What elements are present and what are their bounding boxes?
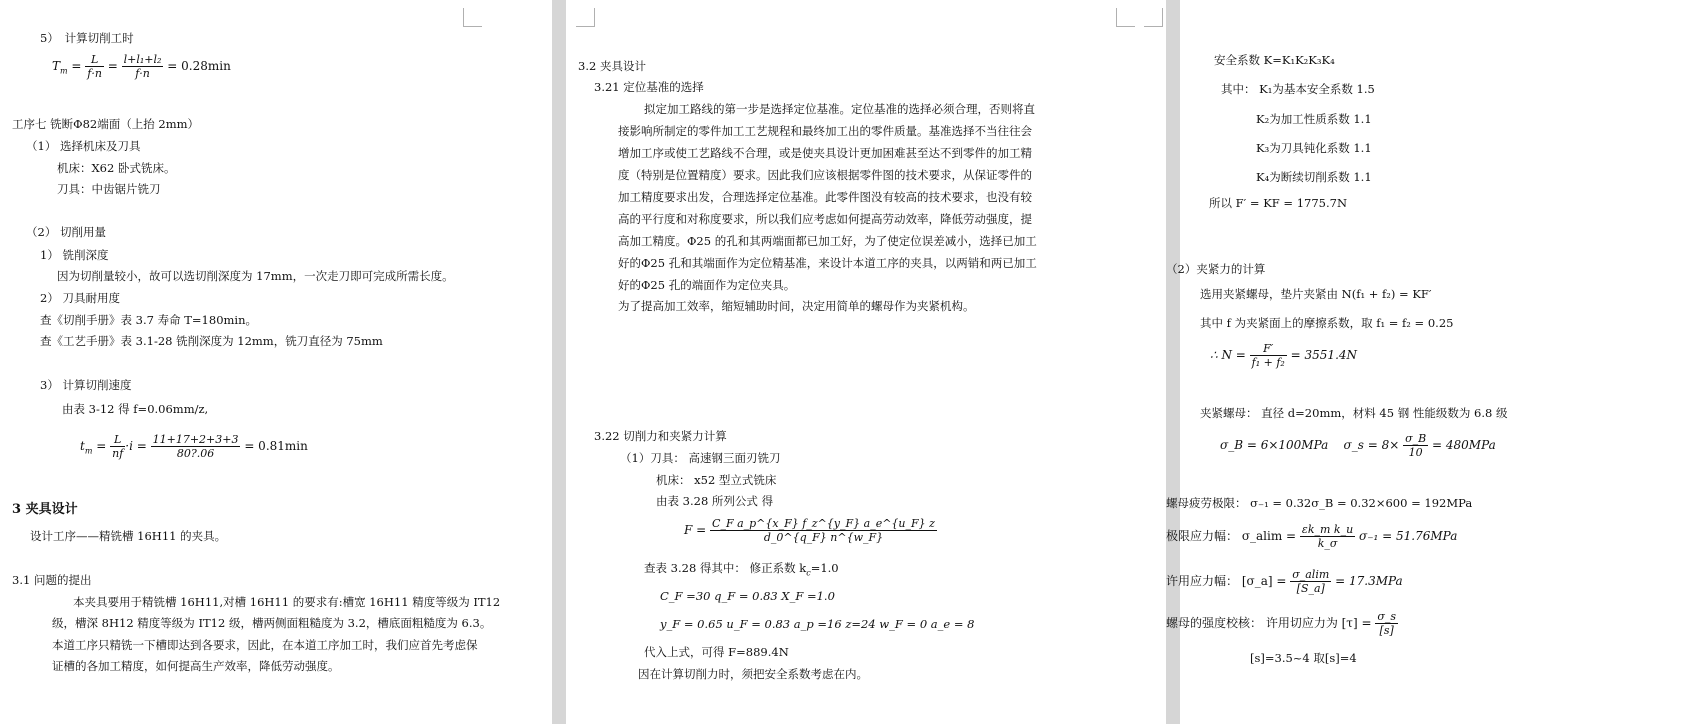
- formula-allowable-stress: 许用应力幅： [σ_a] = $\frac{\sigma\_alim}{[S\_a]}$ = 17.3MPa: [1166, 568, 1403, 595]
- text-line: 为了提高加工效率，缩短辅助时间，决定用简单的螺母作为夹紧机构。: [618, 299, 975, 313]
- text-line: 因为切削量较小，故可以选切削深度为 17mm，一次走刀即可完成所需长度。: [57, 269, 454, 283]
- text-line: 查《工艺手册》表 3.1-28 铣削深度为 12mm，铣刀直径为 75mm: [40, 334, 383, 348]
- text-line: [s]=3.5~4 取[s]=4: [1250, 651, 1357, 665]
- text-line: 度（特别是位置精度）要求。因此我们应该根据零件图的技术要求，从保证零件的: [618, 168, 1032, 182]
- text-line: 由表 3-12 得 f=0.06mm/z,: [62, 402, 209, 416]
- formula-shear-stress: 螺母的强度校核： 许用切应力为 [τ] = $\frac{\sigma\_s}{[s]}$: [1166, 610, 1396, 637]
- page-corner-mark: [1116, 8, 1135, 27]
- text-line: 查《切削手册》表 3.7 寿命 T=180min。: [40, 313, 257, 327]
- text-line: 安全系数 K=K₁K₂K₃K₄: [1214, 53, 1335, 67]
- text-line: 增加工序或使工艺路线不合理，或是使夹具设计更加困难甚至达不到零件的加工精: [618, 146, 1032, 160]
- text-line: 2） 刀具耐用度: [40, 291, 120, 305]
- text-line: 其中 f 为夹紧面上的摩擦系数，取 f₁ = f₂ = 0.25: [1200, 316, 1454, 330]
- text-line: K₃为刀具钝化系数 1.1: [1256, 141, 1372, 155]
- text-line: 拟定加工路线的第一步是选择定位基准。定位基准的选择必须合理，否则将直: [644, 102, 1035, 116]
- text-line: 机床：X62 卧式铣床。: [57, 161, 176, 175]
- formula-cutting-speed: $t_m$ = $\frac{L}{nf}$ ·i = $\frac{11+17+2+3+3}{80?.06}$ = 0.81min: [80, 433, 308, 460]
- page-corner-mark: [576, 8, 595, 27]
- text-line: 级，槽深 8H12 精度等级为 IT12 级，槽两侧面粗糙度为 3.2，槽底面粗糙度为 6.3。: [52, 616, 492, 630]
- formula-cutting-force: F = $\frac{\text{C\_F a\_p\textasciicircum{}\{x\_F\} f\_z\textasciicircum{}\{y\_F\} a\_e\textasciicircum{}\{u\_F\} z}}{d\_0\^{}\{q\_F\} n\^{}\{w\_F\}}$: [684, 517, 935, 544]
- text-line: 代入上式，可得 F=889.4N: [644, 645, 789, 659]
- coefficient-line: C_F =30 q_F = 0.83 X_F =1.0: [660, 589, 835, 603]
- page-corner-mark: [463, 8, 482, 27]
- text-line: 5） 计算切削工时: [40, 31, 134, 45]
- page-corner-mark: [1144, 8, 1163, 27]
- text-line: 刀具：中齿锯片铣刀: [57, 182, 161, 196]
- text-line: （1）刀具： 高速钢三面刃铣刀: [620, 451, 781, 465]
- text-line: 3） 计算切削速度: [40, 378, 132, 392]
- formula-cutting-time: $T_m$ = $\frac{L}{f\cdot n}$ = $\frac{\text{l+l₁+l₂}}{f\cdot n}$ = 0.28min: [52, 53, 231, 80]
- coefficient-line: y_F = 0.65 u_F = 0.83 a_p =16 z=24 w_F = 0 a_e = 8: [660, 617, 975, 631]
- section-heading: 3 夹具设计: [12, 502, 78, 517]
- subsection-heading: 3.2 夹具设计: [578, 59, 646, 73]
- subsection-heading: 3.1 问题的提出: [12, 573, 92, 587]
- text-line: 证槽的各加工精度，如何提高生产效率，降低劳动强度。: [52, 659, 340, 673]
- document-page-3: [1166, 0, 1690, 724]
- formula-limit-stress: 极限应力幅： σ_alim = $\frac{\text{εk\_m k\_u}}{k\_\sigma}$ σ₋₁ = 51.76MPa: [1166, 523, 1458, 550]
- text-line: 好的Φ25 孔的端面作为定位夹具。: [618, 278, 796, 292]
- text-line: 螺母疲劳极限： σ₋₁ = 0.32σ_B = 0.32×600 = 192MPa: [1166, 496, 1473, 510]
- text-line: 好的Φ25 孔和其端面作为定位精基准，来设计本道工序的夹具，以两销和两已加工: [618, 256, 1037, 270]
- text-line: 查表 3.28 得其中： 修正系数 $k_c=1.0$: [644, 561, 839, 578]
- subsection-heading: （2）夹紧力的计算: [1166, 262, 1266, 276]
- text-line: 选用夹紧螺母，垫片夹紧由 N(f₁ + f₂) = KF′: [1200, 287, 1432, 301]
- formula-clamping-force: ∴ N = $\frac{F'}{\text{f₁ + f₂}}$ = 3551.4N: [1210, 342, 1358, 369]
- text-line: 其中： K₁为基本安全系数 1.5: [1221, 82, 1375, 96]
- text-line: 机床： x52 型立式铣床: [656, 473, 777, 487]
- text-line: 因在计算切削力时，须把安全系数考虑在内。: [638, 667, 868, 681]
- text-line: 本道工序只精铣一下槽即达到各要求，因此，在本道工序加工时，我们应首先考虑保: [52, 638, 478, 652]
- text-line: 夹紧螺母： 直径 d=20mm，材料 45 钢 性能级数为 6.8 级: [1200, 406, 1508, 420]
- text-line: 高的平行度和对称度要求，所以我们应考虑如何提高劳动效率，降低劳动强度，提: [618, 212, 1032, 226]
- text-line: 所以 F′ = KF = 1775.7N: [1209, 196, 1348, 210]
- text-line: K₄为断续切削系数 1.1: [1256, 170, 1372, 184]
- subsection-heading: 3.21 定位基准的选择: [594, 80, 704, 94]
- text-line: （1） 选择机床及刀具: [26, 139, 141, 153]
- text-line: 工序七 铣断Φ82端面（上抬 2mm）: [12, 117, 199, 131]
- text-line: 高加工精度。Φ25 的孔和其两端面都已加工好，为了使定位误差减小，选择已加工: [618, 234, 1037, 248]
- document-page-2: [566, 0, 1166, 724]
- text-line: K₂为加工性质系数 1.1: [1256, 112, 1372, 126]
- text-line: 设计工序——精铣槽 16H11 的夹具。: [30, 529, 227, 543]
- text-line: 本夹具要用于精铣槽 16H11,对槽 16H11 的要求有:槽宽 16H11 精度等级为 IT12: [73, 595, 501, 609]
- formula-strength: σ_B = 6×100MPa σ_s = 8× $\frac{\sigma\_B}{10}$ = 480MPa: [1220, 432, 1496, 459]
- document-page-1: [0, 0, 552, 724]
- text-line: 加工精度要求出发，合理选择定位基准。此零件图没有较高的技术要求，也没有较: [618, 190, 1032, 204]
- text-line: 接影响所制定的零件加工工艺规程和最终加工出的零件质量。基准选择不当往往会: [618, 124, 1032, 138]
- text-line: （2） 切削用量: [26, 225, 106, 239]
- subsection-heading: 3.22 切削力和夹紧力计算: [594, 429, 727, 443]
- text-line: 1） 铣削深度: [40, 248, 109, 262]
- text-line: 由表 3.28 所列公式 得: [656, 494, 774, 508]
